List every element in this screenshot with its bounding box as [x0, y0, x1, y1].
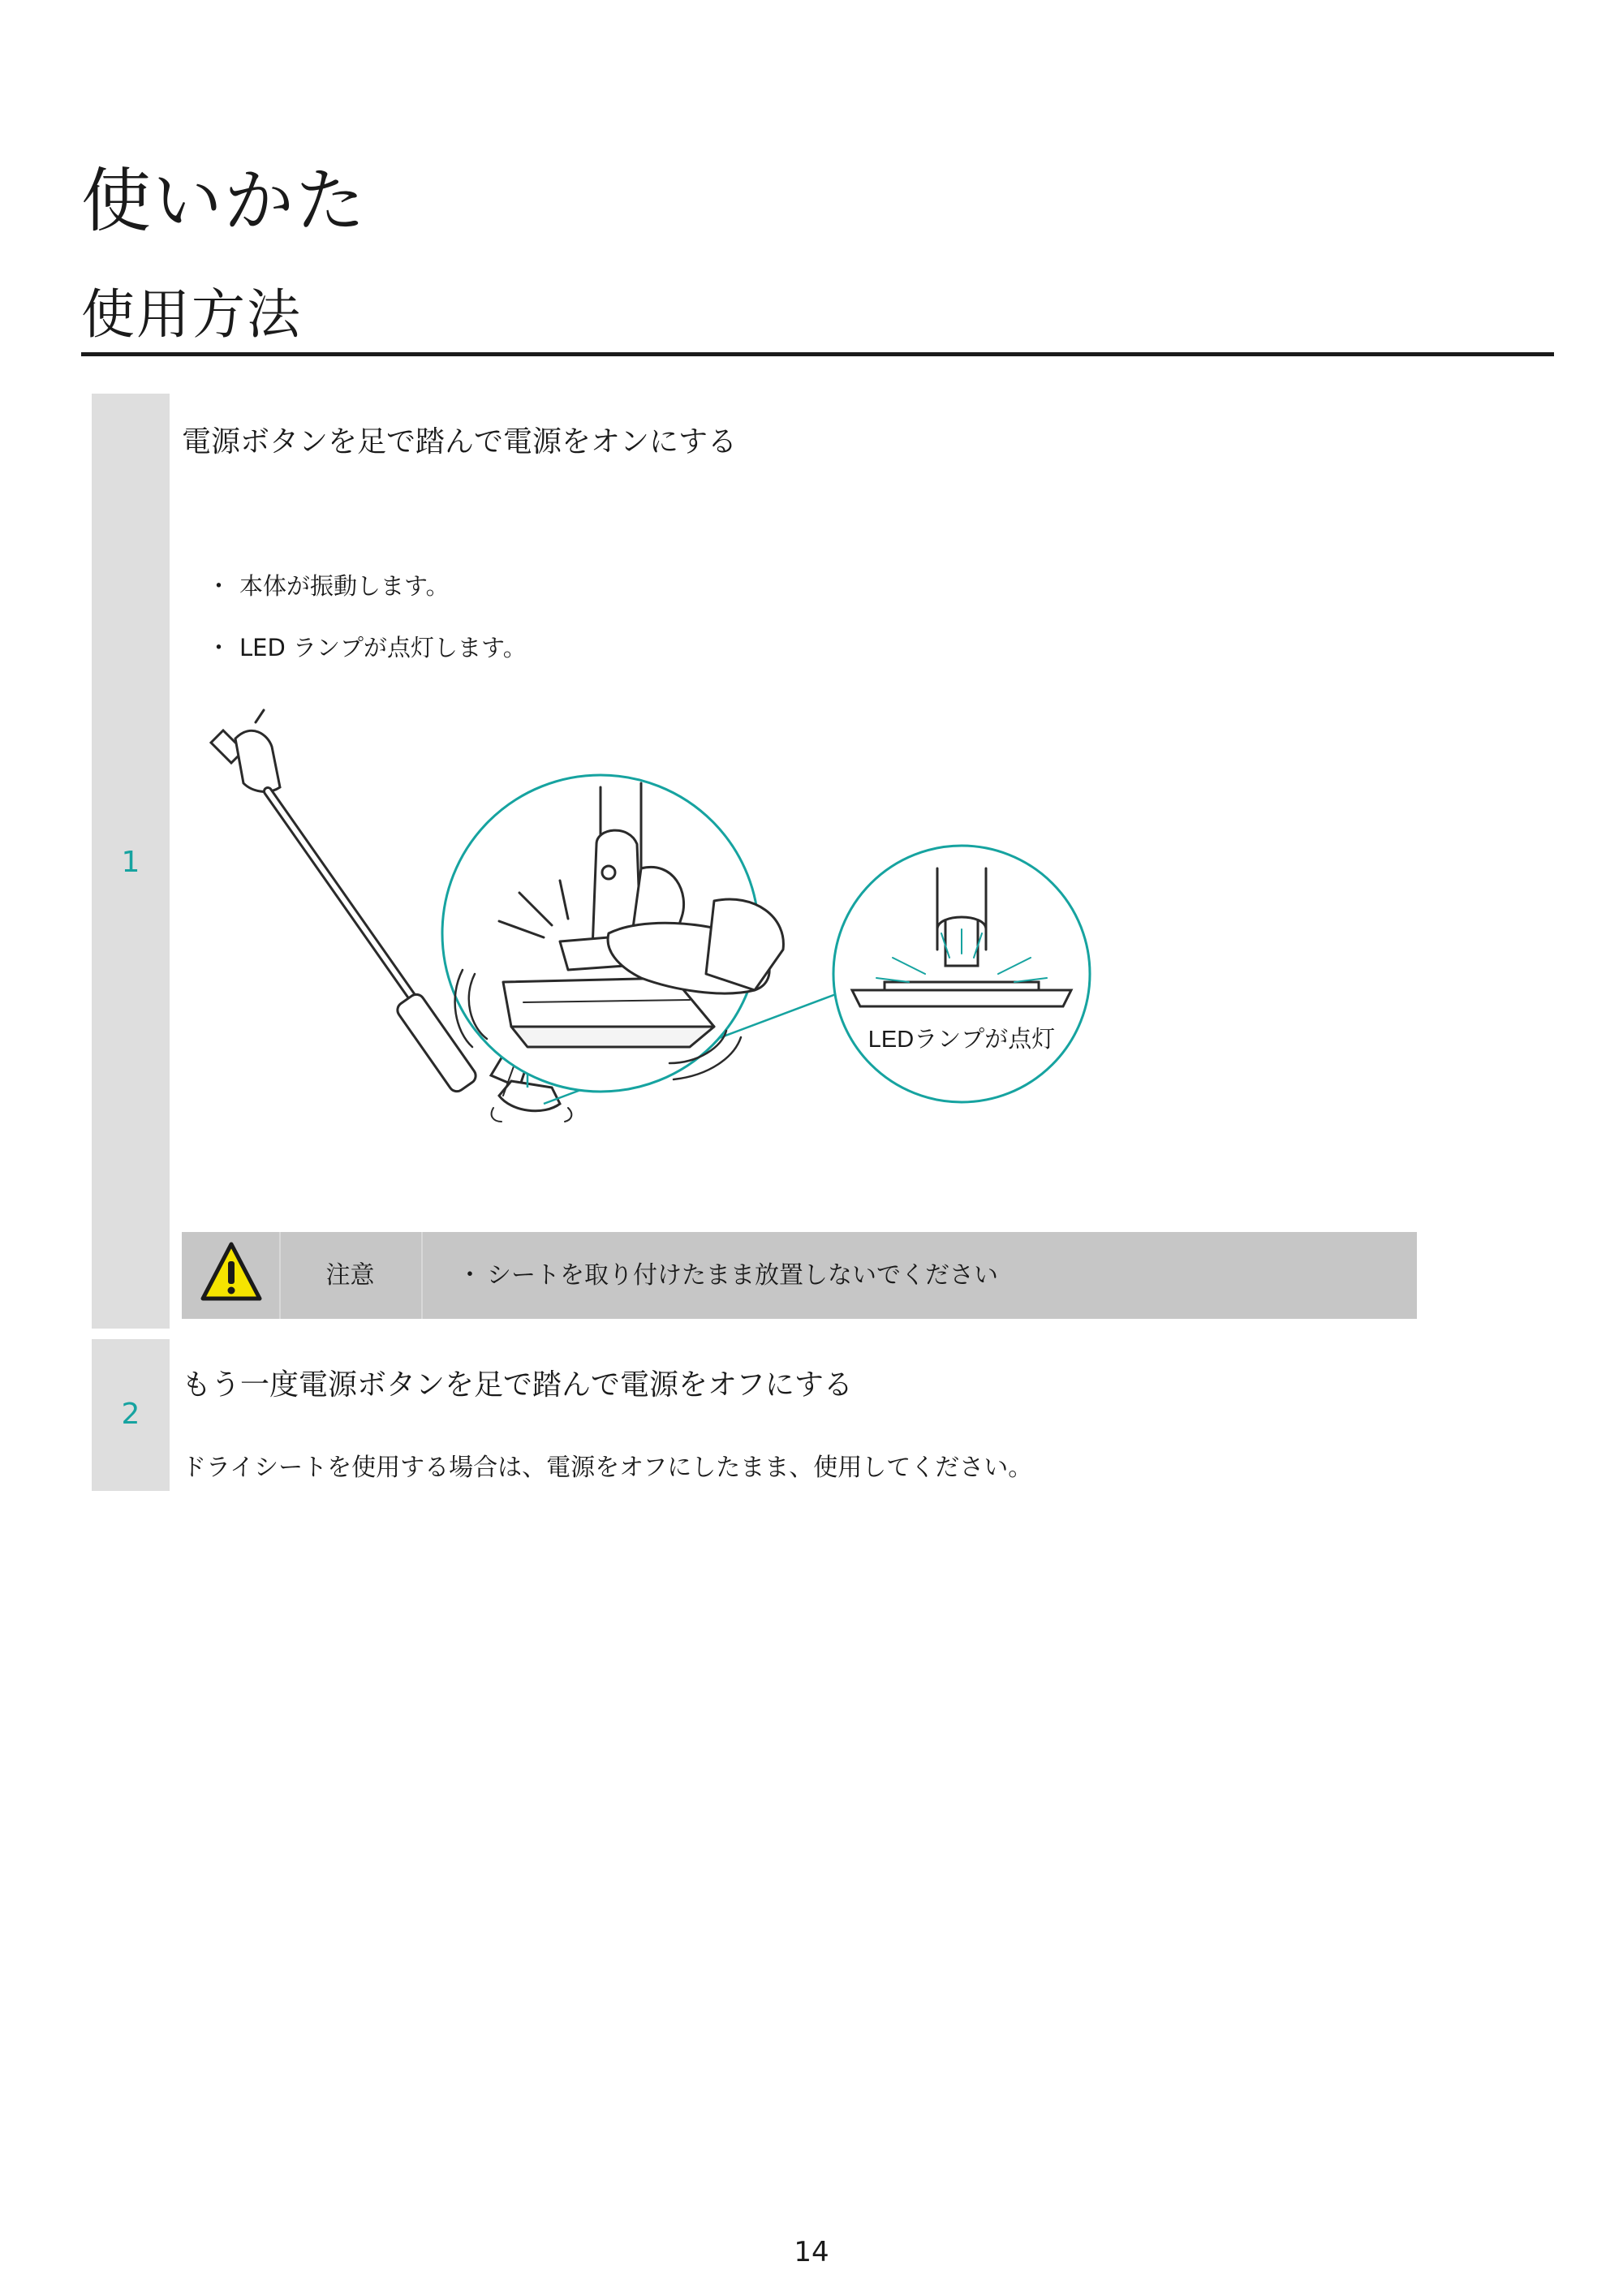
- led-lamp-callout-label: LEDランプが点灯: [867, 1027, 1056, 1053]
- caution-message: シートを取り付けたまま放置しないでください: [487, 1261, 998, 1290]
- list-item: [207, 568, 527, 601]
- bullet-mark: ・: [458, 1261, 482, 1290]
- section-title: 使用方法: [81, 283, 302, 346]
- bullet-text: LED ランプが点灯します。: [239, 634, 527, 661]
- step-1-bullet-list: [207, 568, 527, 691]
- bullet-mark: ・: [207, 634, 231, 661]
- warning-icon: [200, 1240, 263, 1305]
- page-title: 使いかた: [81, 161, 367, 242]
- caution-icon-cell: [182, 1232, 281, 1319]
- step-2-heading: もう一度電源ボタンを足で踏んで電源をオフにする: [182, 1368, 853, 1402]
- page-number: 14: [794, 2236, 829, 2268]
- vacuum-power-on-illustration: [187, 706, 1112, 1144]
- foot-press-zoom-circle: [442, 775, 783, 1092]
- section-divider: [81, 352, 1554, 356]
- step-1-heading: 電源ボタンを足で踏んで電源をオンにする: [182, 425, 738, 459]
- caution-text: [458, 1232, 998, 1319]
- bullet-mark: ・: [207, 572, 231, 600]
- step-2-body-text: ドライシートを使用する場合は、電源をオフにしたまま、使用してください。: [182, 1454, 1033, 1482]
- step-1-number: 1: [121, 846, 140, 879]
- list-item: [207, 630, 527, 663]
- led-lamp-zoom-circle: [833, 846, 1090, 1102]
- bullet-text: 本体が振動します。: [239, 572, 450, 600]
- step-2-number: 2: [121, 1398, 140, 1431]
- caution-notice: [182, 1232, 1417, 1319]
- caution-label: 注意: [279, 1232, 423, 1319]
